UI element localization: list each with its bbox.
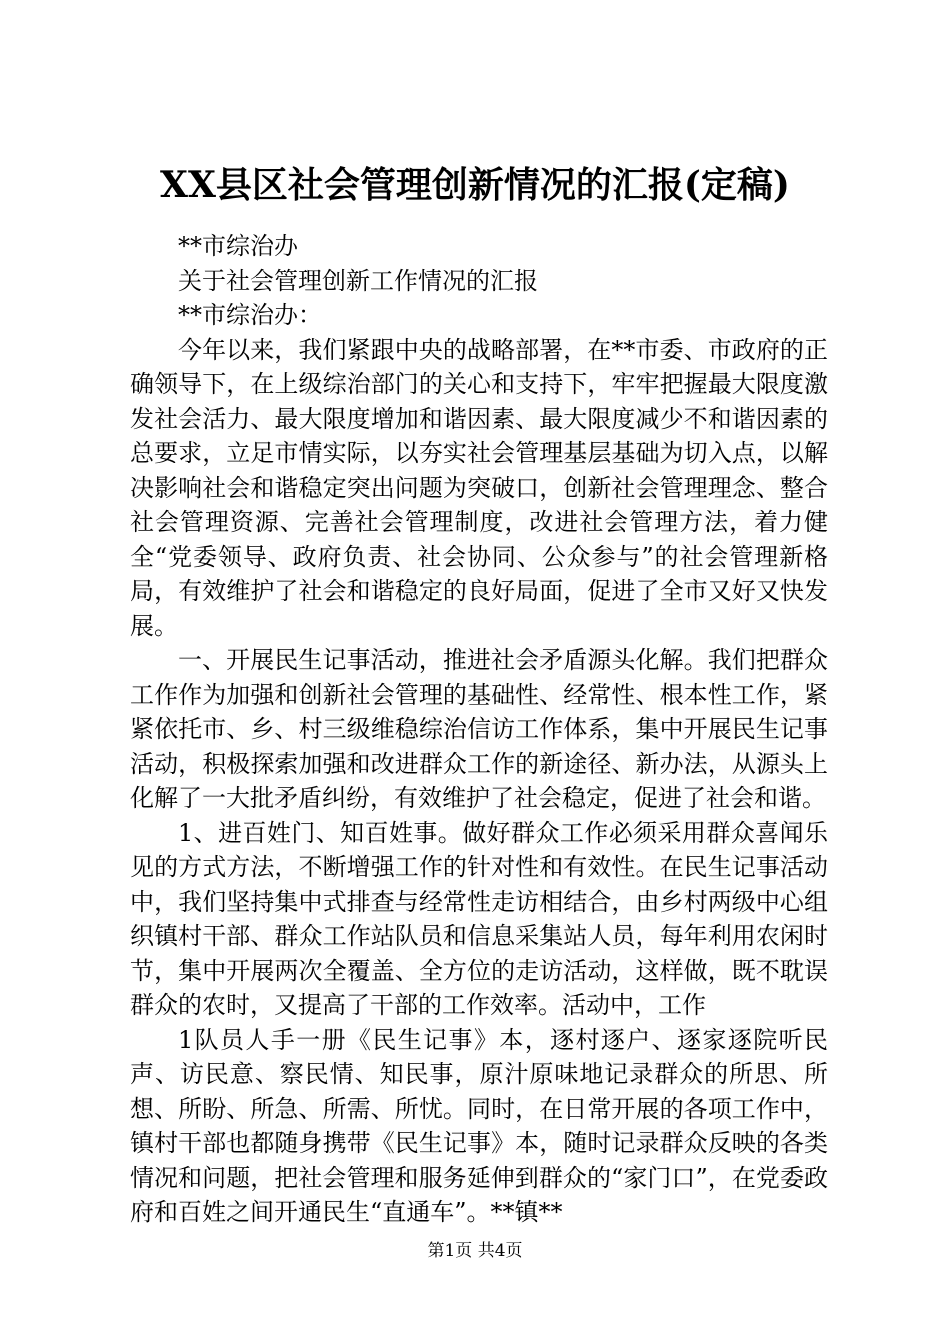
intro-paragraph: 今年以来，我们紧跟中央的战略部署，在**市委、市政府的正确领导下，在上级综治部门的关心和支持下，牢牢把握最大限度激发社会活力、最大限度增加和谐因素、最大限度减少不和谐因素的总要求，立足市情实际，以夯实社会管理基层基础为切入点，以解决影响社会和谐稳定突出问题为突破口，创新社会管理理念、整合社会管理资源、完善社会管理制度，改进社会管理方法，着力健全“党委领导、政府负责、社会协同、公众参与”的社会管理新格局，有效维护了社会和谐稳定的良好局面，促进了全市又好又快发展。: [130, 335, 828, 640]
salutation-line: **市综治办：: [178, 301, 322, 329]
document-body: [130, 229, 828, 1230]
document-title: XX县区社会管理创新情况的汇报(定稿): [160, 164, 790, 206]
continuation-paragraph: 1队员人手一册《民生记事》本，逐村逐户、逐家逐院听民声、访民意、察民情、知民事，原汁原味地记录群众的所思、所想、所盼、所急、所需、所忧。同时，在日常开展的各项工作中，镇村干部也都随身携带《民生记事》本，随时记录群众反映的各类情况和问题，把社会管理和服务延伸到群众的“家门口”，在党委政府和百姓之间开通民生“直通车”。**镇**: [130, 1025, 828, 1226]
subject-line: 关于社会管理创新工作情况的汇报: [178, 266, 538, 295]
addressee-line: **市综治办: [178, 232, 298, 260]
item-one-paragraph: 1、进百姓门、知百姓事。做好群众工作必须采用群众喜闻乐见的方式方法，不断增强工作的针对性和有效性。在民生记事活动中，我们坚持集中式排查与经常性走访相结合，由乡村两级中心组织镇村干部、群众工作站队员和信息采集站人员，每年利用农闲时节，集中开展两次全覆盖、全方位的走访活动，这样做，既不耽误群众的农时，又提高了干部的工作效率。活动中，工作: [130, 818, 828, 1019]
section-one-paragraph: 一、开展民生记事活动，推进社会矛盾源头化解。我们把群众工作作为加强和创新社会管理的基础性、经常性、根本性工作，紧紧依托市、乡、村三级维稳综治信访工作体系，集中开展民生记事活动，积极探索加强和改进群众工作的新途径、新办法，从源头上化解了一大批矛盾纠纷，有效维护了社会稳定，促进了社会和谐。: [130, 646, 828, 812]
page-footer: 第1页 共4页: [427, 1241, 523, 1261]
